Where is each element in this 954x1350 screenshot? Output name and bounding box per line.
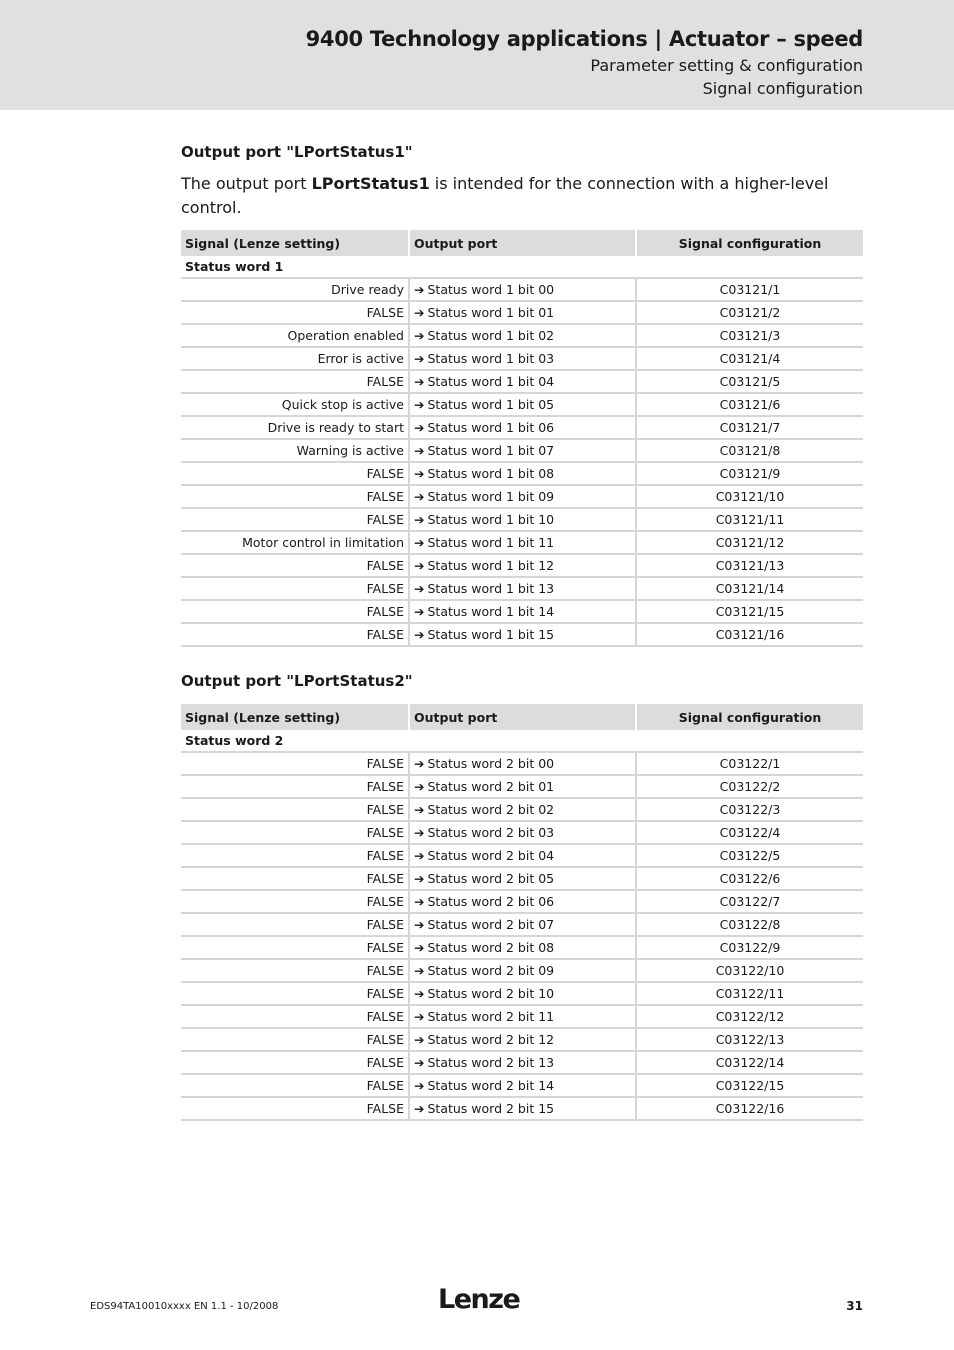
output-port-label: Status word 2 bit 10 <box>427 986 555 1001</box>
table-row <box>181 960 863 983</box>
signal-configuration-cell: C03121/9 <box>635 463 863 486</box>
arrow-right-icon: ➔ <box>414 351 425 366</box>
signal-cell: FALSE <box>181 1006 408 1029</box>
signal-configuration-cell: C03122/1 <box>635 753 863 776</box>
lenze-logo: Lenze <box>438 1284 520 1315</box>
output-port-label: Status word 1 bit 09 <box>427 489 555 504</box>
output-port-cell <box>408 891 635 914</box>
arrow-right-icon: ➔ <box>414 986 425 1001</box>
column-header-signal-configuration: Signal configuration <box>635 704 863 730</box>
signal-cell: FALSE <box>181 1098 408 1121</box>
arrow-right-icon: ➔ <box>414 466 425 481</box>
signal-cell: Motor control in limitation <box>181 532 408 555</box>
output-port-cell <box>408 578 635 601</box>
output-port-cell <box>408 960 635 983</box>
output-port-cell <box>408 799 635 822</box>
output-port-label: Status word 1 bit 13 <box>427 581 555 596</box>
page-header <box>0 0 954 110</box>
group-label: Status word 2 <box>181 730 863 753</box>
arrow-right-icon: ➔ <box>414 1032 425 1047</box>
output-port-cell <box>408 1098 635 1121</box>
output-port-label: Status word 1 bit 10 <box>427 512 555 527</box>
signal-configuration-cell: C03122/15 <box>635 1075 863 1098</box>
output-port-cell <box>408 394 635 417</box>
output-port-label: Status word 2 bit 11 <box>427 1009 555 1024</box>
arrow-right-icon: ➔ <box>414 1009 425 1024</box>
output-port-cell <box>408 601 635 624</box>
output-port-cell <box>408 486 635 509</box>
page-title: 9400 Technology applications | Actuator – speed <box>305 27 863 51</box>
intro-paragraph <box>181 172 863 220</box>
output-port-label: Status word 2 bit 07 <box>427 917 555 932</box>
column-header-signal: Signal (Lenze setting) <box>181 230 408 256</box>
signal-cell: FALSE <box>181 983 408 1006</box>
output-port-label: Status word 1 bit 11 <box>427 535 555 550</box>
arrow-right-icon: ➔ <box>414 627 425 642</box>
signal-configuration-cell: C03121/14 <box>635 578 863 601</box>
output-port-cell <box>408 302 635 325</box>
signal-configuration-cell: C03122/8 <box>635 914 863 937</box>
table-lportstatus2 <box>181 704 863 1121</box>
output-port-label: Status word 2 bit 02 <box>427 802 555 817</box>
signal-configuration-cell: C03121/12 <box>635 532 863 555</box>
output-port-cell <box>408 822 635 845</box>
signal-configuration-cell: C03121/3 <box>635 325 863 348</box>
output-port-label: Status word 2 bit 05 <box>427 871 555 886</box>
signal-cell: FALSE <box>181 509 408 532</box>
signal-cell: FALSE <box>181 624 408 647</box>
table-row <box>181 302 863 325</box>
signal-configuration-cell: C03122/16 <box>635 1098 863 1121</box>
group-row <box>181 730 863 753</box>
output-port-label: Status word 1 bit 00 <box>427 282 555 297</box>
signal-configuration-cell: C03121/2 <box>635 302 863 325</box>
output-port-cell <box>408 279 635 302</box>
arrow-right-icon: ➔ <box>414 397 425 412</box>
signal-configuration-cell: C03121/8 <box>635 440 863 463</box>
output-port-label: Status word 2 bit 08 <box>427 940 555 955</box>
group-label: Status word 1 <box>181 256 863 279</box>
table-lportstatus1 <box>181 230 863 647</box>
signal-configuration-cell: C03122/7 <box>635 891 863 914</box>
arrow-right-icon: ➔ <box>414 443 425 458</box>
table-row <box>181 1006 863 1029</box>
table-body <box>181 256 863 647</box>
signal-configuration-cell: C03122/6 <box>635 868 863 891</box>
table-row <box>181 440 863 463</box>
arrow-right-icon: ➔ <box>414 604 425 619</box>
table-row <box>181 371 863 394</box>
output-port-cell <box>408 776 635 799</box>
table-row <box>181 417 863 440</box>
intro-text-after: is intended for the connection with a higher-level control. <box>181 174 829 217</box>
signal-cell: FALSE <box>181 302 408 325</box>
output-port-cell <box>408 417 635 440</box>
table-body <box>181 730 863 1121</box>
signal-cell: FALSE <box>181 601 408 624</box>
output-port-cell <box>408 1029 635 1052</box>
arrow-right-icon: ➔ <box>414 535 425 550</box>
table-row <box>181 914 863 937</box>
signal-configuration-cell: C03122/10 <box>635 960 863 983</box>
output-port-label: Status word 1 bit 07 <box>427 443 555 458</box>
signal-configuration-cell: C03122/2 <box>635 776 863 799</box>
arrow-right-icon: ➔ <box>414 802 425 817</box>
group-row <box>181 256 863 279</box>
output-port-cell <box>408 509 635 532</box>
arrow-right-icon: ➔ <box>414 558 425 573</box>
signal-configuration-cell: C03121/11 <box>635 509 863 532</box>
output-port-cell <box>408 868 635 891</box>
header-text <box>306 24 863 100</box>
signal-configuration-cell: C03121/4 <box>635 348 863 371</box>
output-port-cell <box>408 555 635 578</box>
intro-text-bold: LPortStatus1 <box>311 174 430 193</box>
output-port-cell <box>408 937 635 960</box>
output-port-cell <box>408 1075 635 1098</box>
signal-configuration-cell: C03122/12 <box>635 1006 863 1029</box>
main-content <box>181 140 863 1121</box>
table-row <box>181 868 863 891</box>
signal-cell: Operation enabled <box>181 325 408 348</box>
table-row <box>181 776 863 799</box>
page-number: 31 <box>846 1299 863 1313</box>
output-port-cell <box>408 325 635 348</box>
signal-configuration-cell: C03122/4 <box>635 822 863 845</box>
signal-cell: FALSE <box>181 578 408 601</box>
output-port-label: Status word 2 bit 04 <box>427 848 555 863</box>
table-row <box>181 937 863 960</box>
signal-configuration-cell: C03121/7 <box>635 417 863 440</box>
table-row <box>181 348 863 371</box>
signal-configuration-cell: C03121/1 <box>635 279 863 302</box>
arrow-right-icon: ➔ <box>414 940 425 955</box>
signal-configuration-cell: C03122/14 <box>635 1052 863 1075</box>
signal-cell: FALSE <box>181 937 408 960</box>
signal-cell: FALSE <box>181 463 408 486</box>
table-row <box>181 601 863 624</box>
table-row <box>181 891 863 914</box>
signal-cell: FALSE <box>181 868 408 891</box>
output-port-cell <box>408 624 635 647</box>
output-port-label: Status word 1 bit 06 <box>427 420 555 435</box>
signal-cell: Error is active <box>181 348 408 371</box>
arrow-right-icon: ➔ <box>414 871 425 886</box>
table-row <box>181 394 863 417</box>
signal-cell: FALSE <box>181 822 408 845</box>
arrow-right-icon: ➔ <box>414 1055 425 1070</box>
arrow-right-icon: ➔ <box>414 917 425 932</box>
arrow-right-icon: ➔ <box>414 282 425 297</box>
signal-cell: FALSE <box>181 1075 408 1098</box>
signal-cell: FALSE <box>181 486 408 509</box>
column-header-output-port: Output port <box>408 704 635 730</box>
table-row <box>181 532 863 555</box>
arrow-right-icon: ➔ <box>414 963 425 978</box>
output-port-label: Status word 2 bit 00 <box>427 756 555 771</box>
output-port-cell <box>408 532 635 555</box>
signal-configuration-cell: C03121/16 <box>635 624 863 647</box>
table-row <box>181 983 863 1006</box>
signal-configuration-cell: C03121/6 <box>635 394 863 417</box>
signal-cell: Quick stop is active <box>181 394 408 417</box>
signal-configuration-cell: C03121/5 <box>635 371 863 394</box>
signal-cell: FALSE <box>181 753 408 776</box>
table-header-row <box>181 704 863 730</box>
arrow-right-icon: ➔ <box>414 756 425 771</box>
table-row <box>181 509 863 532</box>
signal-cell: Drive is ready to start <box>181 417 408 440</box>
output-port-cell <box>408 1052 635 1075</box>
section-title-lportstatus1: Output port "LPortStatus1" <box>181 143 413 161</box>
table-row <box>181 555 863 578</box>
output-port-label: Status word 1 bit 05 <box>427 397 555 412</box>
signal-cell: FALSE <box>181 891 408 914</box>
output-port-cell <box>408 348 635 371</box>
arrow-right-icon: ➔ <box>414 779 425 794</box>
signal-cell: FALSE <box>181 845 408 868</box>
output-port-cell <box>408 440 635 463</box>
footer-doc-id: EDS94TA10010xxxx EN 1.1 - 10/2008 <box>90 1301 279 1312</box>
signal-cell: Warning is active <box>181 440 408 463</box>
output-port-label: Status word 2 bit 13 <box>427 1055 555 1070</box>
section-title-lportstatus2: Output port "LPortStatus2" <box>181 672 413 690</box>
output-port-label: Status word 1 bit 04 <box>427 374 555 389</box>
table-row <box>181 325 863 348</box>
page-subtitle-2: Signal configuration <box>702 79 863 98</box>
signal-configuration-cell: C03122/13 <box>635 1029 863 1052</box>
signal-configuration-cell: C03122/5 <box>635 845 863 868</box>
signal-configuration-cell: C03121/15 <box>635 601 863 624</box>
signal-configuration-cell: C03122/11 <box>635 983 863 1006</box>
column-header-signal-configuration: Signal configuration <box>635 230 863 256</box>
column-header-signal: Signal (Lenze setting) <box>181 704 408 730</box>
table-row <box>181 624 863 647</box>
table-row <box>181 486 863 509</box>
arrow-right-icon: ➔ <box>414 512 425 527</box>
arrow-right-icon: ➔ <box>414 374 425 389</box>
signal-configuration-cell: C03122/9 <box>635 937 863 960</box>
signal-cell: Drive ready <box>181 279 408 302</box>
output-port-cell <box>408 983 635 1006</box>
signal-configuration-cell: C03121/13 <box>635 555 863 578</box>
output-port-cell <box>408 753 635 776</box>
output-port-label: Status word 2 bit 15 <box>427 1101 555 1116</box>
output-port-label: Status word 2 bit 14 <box>427 1078 555 1093</box>
intro-text-before: The output port <box>181 174 312 193</box>
table-row <box>181 1052 863 1075</box>
table-row <box>181 845 863 868</box>
signal-cell: FALSE <box>181 1029 408 1052</box>
arrow-right-icon: ➔ <box>414 328 425 343</box>
column-header-output-port: Output port <box>408 230 635 256</box>
output-port-label: Status word 2 bit 01 <box>427 779 555 794</box>
arrow-right-icon: ➔ <box>414 581 425 596</box>
arrow-right-icon: ➔ <box>414 894 425 909</box>
arrow-right-icon: ➔ <box>414 825 425 840</box>
arrow-right-icon: ➔ <box>414 1101 425 1116</box>
signal-configuration-cell: C03122/3 <box>635 799 863 822</box>
output-port-label: Status word 1 bit 03 <box>427 351 555 366</box>
output-port-cell <box>408 1006 635 1029</box>
output-port-label: Status word 1 bit 12 <box>427 558 555 573</box>
output-port-cell <box>408 371 635 394</box>
output-port-label: Status word 2 bit 03 <box>427 825 555 840</box>
signal-cell: FALSE <box>181 960 408 983</box>
table-row <box>181 1075 863 1098</box>
signal-configuration-cell: C03121/10 <box>635 486 863 509</box>
signal-cell: FALSE <box>181 1052 408 1075</box>
table-header-row <box>181 230 863 256</box>
output-port-label: Status word 1 bit 15 <box>427 627 555 642</box>
table-row <box>181 799 863 822</box>
arrow-right-icon: ➔ <box>414 1078 425 1093</box>
table-row <box>181 279 863 302</box>
page-subtitle-1: Parameter setting & configuration <box>590 56 863 75</box>
output-port-label: Status word 2 bit 09 <box>427 963 555 978</box>
arrow-right-icon: ➔ <box>414 848 425 863</box>
output-port-label: Status word 1 bit 08 <box>427 466 555 481</box>
arrow-right-icon: ➔ <box>414 305 425 320</box>
signal-cell: FALSE <box>181 776 408 799</box>
signal-cell: FALSE <box>181 799 408 822</box>
output-port-label: Status word 1 bit 01 <box>427 305 555 320</box>
signal-cell: FALSE <box>181 555 408 578</box>
output-port-label: Status word 2 bit 06 <box>427 894 555 909</box>
table-row <box>181 1029 863 1052</box>
output-port-label: Status word 1 bit 02 <box>427 328 555 343</box>
table-row <box>181 822 863 845</box>
table-row <box>181 1098 863 1121</box>
signal-cell: FALSE <box>181 371 408 394</box>
arrow-right-icon: ➔ <box>414 420 425 435</box>
arrow-right-icon: ➔ <box>414 489 425 504</box>
output-port-cell <box>408 914 635 937</box>
table-row <box>181 578 863 601</box>
output-port-label: Status word 1 bit 14 <box>427 604 555 619</box>
table-row <box>181 753 863 776</box>
table-row <box>181 463 863 486</box>
signal-cell: FALSE <box>181 914 408 937</box>
output-port-label: Status word 2 bit 12 <box>427 1032 555 1047</box>
output-port-cell <box>408 463 635 486</box>
output-port-cell <box>408 845 635 868</box>
